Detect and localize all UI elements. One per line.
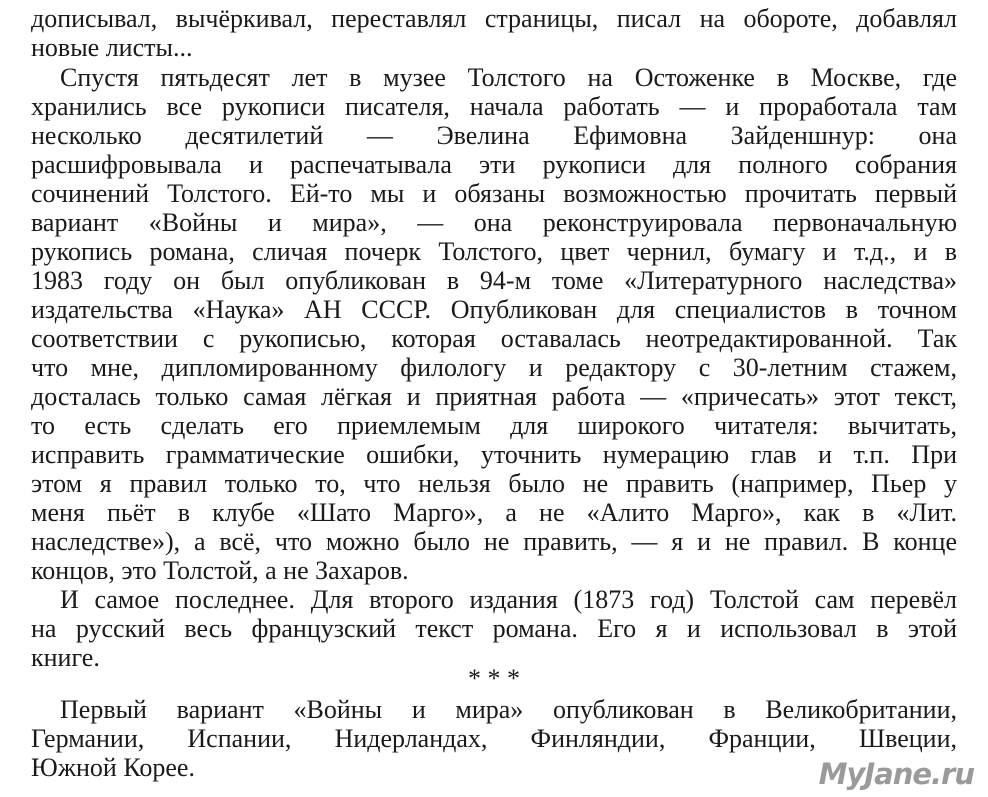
text-line: книге. bbox=[31, 643, 100, 672]
text-line: расшифровывала и распечатывала эти рукописи для полного собрания bbox=[31, 150, 957, 179]
text-line: что мне, дипломированному филологу и редактору с 30-летним стажем, bbox=[31, 353, 957, 382]
text-line: сочинений Толстого. Ей-то мы и обязаны возможностью прочитать первый bbox=[31, 179, 957, 208]
text-line: рукопись романа, сличая почерк Толстого, цвет чернил, бумагу и т.д., и в bbox=[31, 237, 957, 266]
text-line: наследстве»), а всё, что можно было не править, — я и не правил. В конце bbox=[31, 527, 957, 556]
text-line: новые листы... bbox=[31, 33, 193, 62]
text-line: концов, это Толстой, а не Захаров. bbox=[31, 556, 409, 585]
site-watermark: MyJane.ru bbox=[818, 757, 974, 791]
text-line: хранились все рукописи писателя, начала работать — и проработала там bbox=[31, 92, 957, 121]
text-line: соответствии с рукописью, которая оставалась неотредактированной. Так bbox=[31, 324, 957, 353]
text-line: то есть сделать его приемлемым для широкого читателя: вычитать, bbox=[31, 411, 957, 440]
text-line: на русский весь французский текст романа. Его я и использовал в этой bbox=[31, 614, 957, 643]
text-line: исправить грамматические ошибки, уточнить нумерацию глав и т.п. При bbox=[31, 440, 957, 469]
text-line: Германии, Испании, Нидерландах, Финляндии, Франции, Швеции, bbox=[31, 724, 957, 753]
text-line: несколько десятилетий — Эвелина Ефимовна Зайденшнур: она bbox=[31, 121, 957, 150]
text-line: Южной Корее. bbox=[31, 753, 195, 782]
text-line: Спустя пятьдесят лет в музее Толстого на Остоженке в Москве, где bbox=[60, 63, 957, 92]
text-line: вариант «Войны и мира», — она реконструировала первоначальную bbox=[31, 208, 957, 237]
section-separator: * * * bbox=[468, 664, 520, 693]
text-line: досталась только самая лёгкая и приятная работа — «причесать» этот текст, bbox=[31, 382, 957, 411]
text-line: дописывал, вычёркивал, переставлял страницы, писал на обороте, добавлял bbox=[31, 4, 957, 33]
text-line: издательства «Наука» АН СССР. Опубликован для специалистов в точном bbox=[31, 295, 957, 324]
text-line: 1983 году он был опубликован в 94-м томе «Литературного наследства» bbox=[31, 266, 957, 295]
text-line: этом я правил только то, что нельзя было не править (например, Пьер у bbox=[31, 469, 957, 498]
text-line: меня пьёт в клубе «Шато Марго», а не «Алито Марго», как в «Лит. bbox=[31, 498, 957, 527]
text-line: Первый вариант «Войны и мира» опубликован в Великобритании, bbox=[60, 695, 957, 724]
text-line: И самое последнее. Для второго издания (1873 год) Толстой сам перевёл bbox=[60, 585, 957, 614]
